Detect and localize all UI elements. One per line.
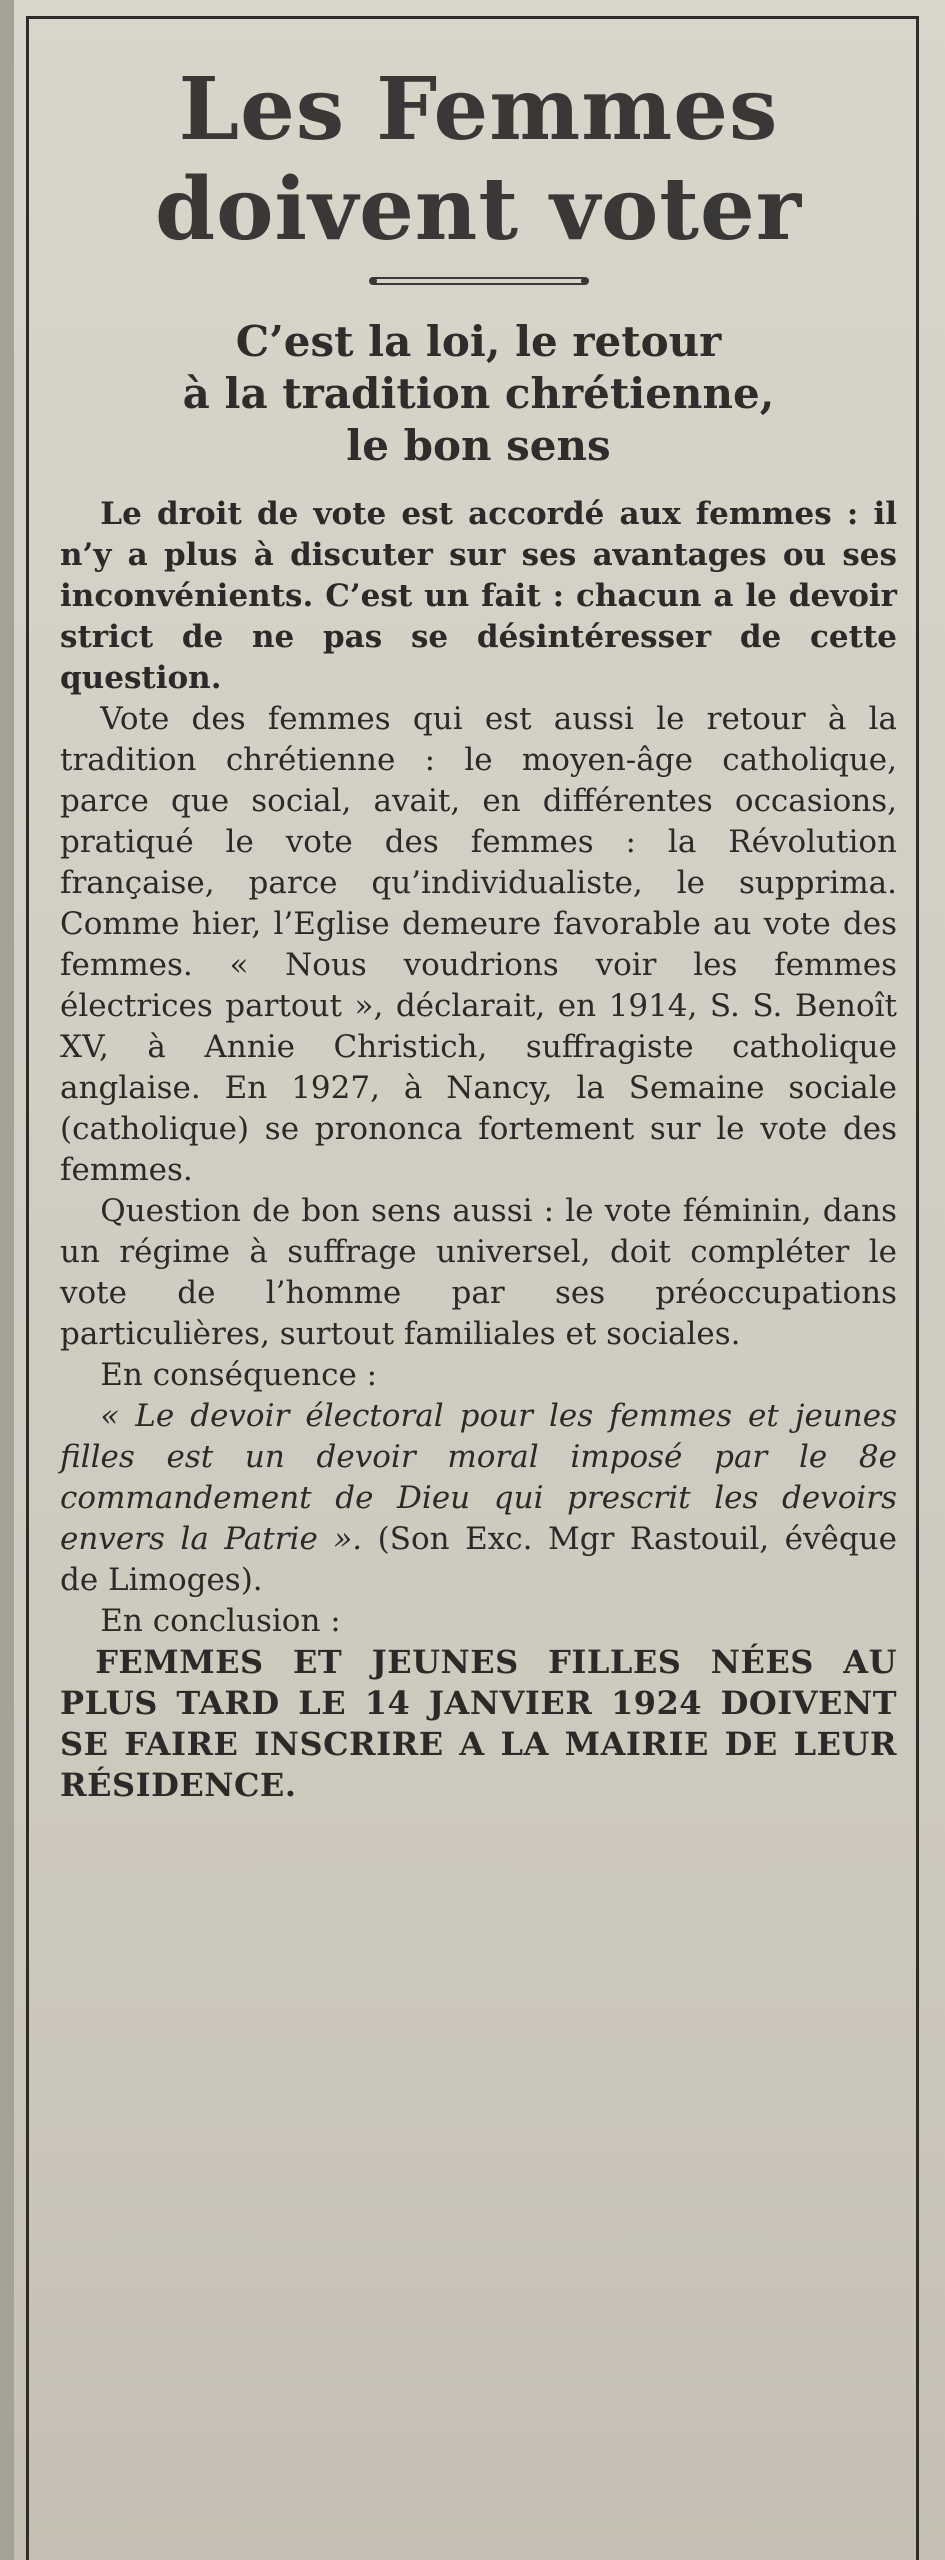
- subhead-line-1: C’est la loi, le retour: [235, 317, 722, 366]
- column-rule-right: [916, 16, 919, 2560]
- subhead-line-3: le bon sens: [346, 421, 611, 470]
- column-rule-left: [26, 16, 29, 2560]
- quote-text: « Le devoir électoral pour les femmes et jeunes filles est un devoir moral imposé par le 8e commandement de Dieu qui prescrit les devoirs envers la Patrie ».: [60, 1398, 897, 1557]
- column-rule-top: [26, 16, 919, 19]
- quote-block: [60, 1396, 897, 1601]
- headline-line-1: Les Femmes: [178, 59, 779, 160]
- paragraph-tradition: Vote des femmes qui est aussi le retour à la tradition chrétienne : le moyen-âge catholique, parce que social, avait, en différentes occasions, pratiqué le vote des femmes : la Révolution française, parce qu’individualiste, le supprima. Comme hier, l’Eglise demeure favorable au vote des femmes. « Nous voudrions voir les femmes électrices partout », déclarait, en 1914, S. S. Benoît XV, à Annie Christich, suffragiste catholique anglaise. En 1927, à Nancy, la Semaine sociale (catholique) se prononca fortement sur le vote des femmes.: [60, 701, 897, 1188]
- paragraph-consequence: En conséquence :: [100, 1357, 378, 1393]
- paragraph-common-sense: Question de bon sens aussi : le vote féminin, dans un régime à suffrage universel, doit compléter le vote de l’homme par ses préoccupations particulières, surtout familiales et sociales.: [60, 1193, 897, 1352]
- conclusion-text: FEMMES ET JEUNES FILLES NÉES AU PLUS TARD LE 14 JANVIER 1924 DOIVENT SE FAIRE INSCRIRE A LA MAIRIE DE LEUR RÉSIDENCE.: [60, 1643, 897, 1804]
- clipping-edge: [0, 0, 14, 2560]
- quote-attribution: (Son Exc. Mgr Rastouil, évêque de Limoges).: [60, 1521, 897, 1598]
- headline-line-2: doivent voter: [154, 159, 803, 260]
- subhead-line-2: à la tradition chrétienne,: [182, 369, 775, 418]
- paragraph-intro: Le droit de vote est accordé aux femmes : il n’y a plus à discuter sur ses avantages ou ses inconvénients. C’est un fait : chacun a le devoir strict de ne pas se désintéresser de cette question.: [60, 496, 897, 696]
- ornament-divider-icon: [369, 272, 589, 290]
- headline: [60, 60, 897, 260]
- conclusion-label: En conclusion :: [100, 1603, 341, 1639]
- subheadline: [60, 316, 897, 472]
- article: [60, 60, 897, 1806]
